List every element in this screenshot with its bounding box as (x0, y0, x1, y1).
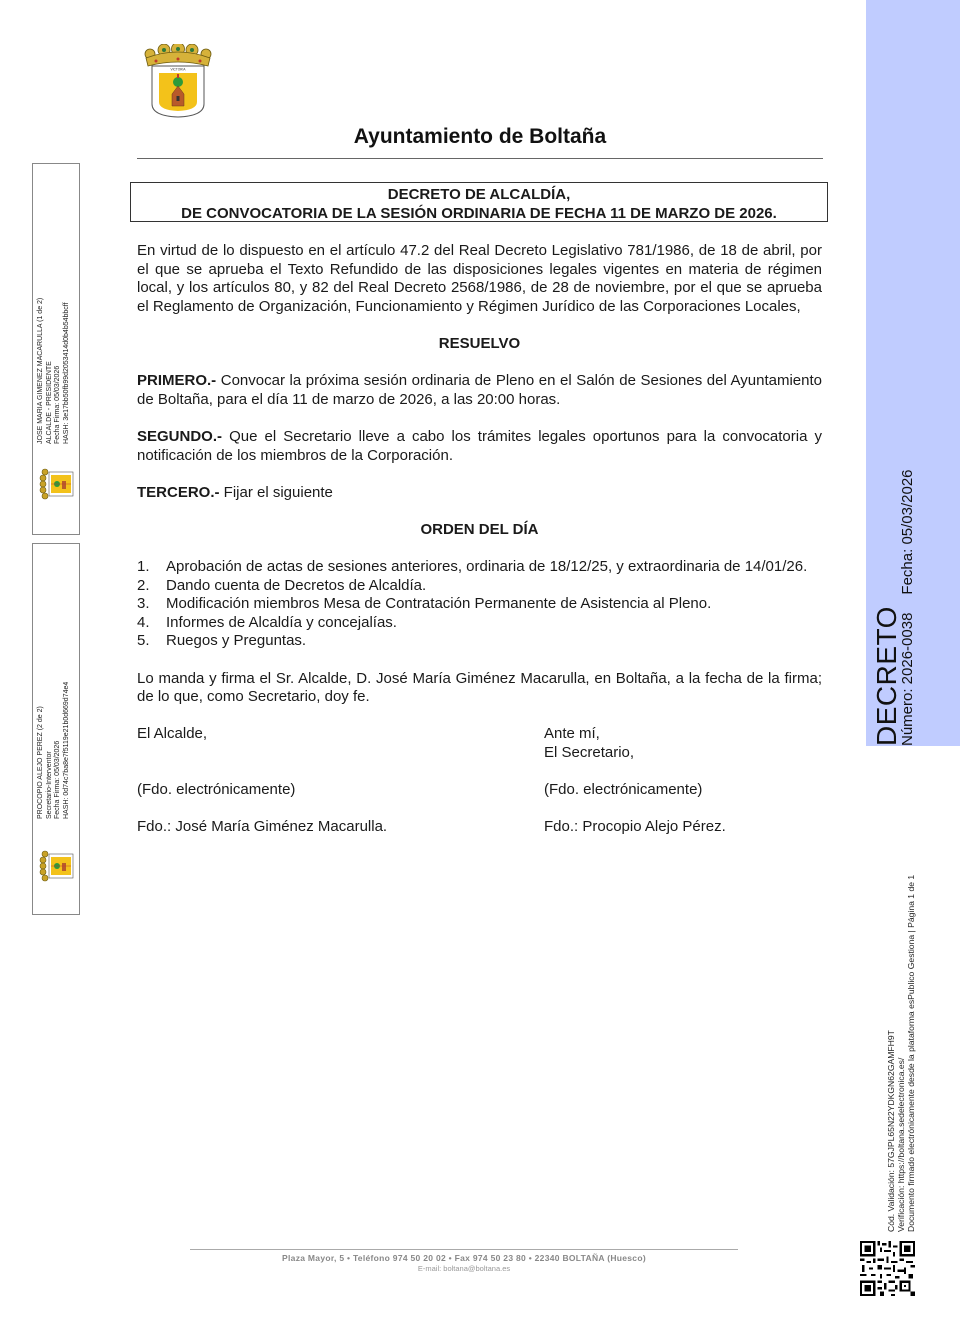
tercero-label: TERCERO.- (137, 483, 220, 501)
alcalde-role: El Alcalde, (137, 725, 208, 743)
verification-url[interactable]: Verificación: https://boltana.sedelectronica.es/ (896, 1057, 906, 1232)
decree-title-box (130, 182, 828, 222)
signer-role: Secretario-Interventor (45, 751, 53, 819)
signer-date: Fecha Firma: 05/03/2026 (54, 365, 61, 444)
agenda-item: 5. Ruegos y Preguntas. (137, 632, 307, 650)
org-title: Ayuntamiento de Boltaña (353, 125, 607, 148)
orden-del-dia-heading: ORDEN DEL DÍA (420, 520, 539, 538)
decree-title-line2: DE CONVOCATORIA DE LA SESIÓN ORDINARIA DE FECHA 11 DE MARZO DE 2026. (181, 205, 777, 222)
orden-del-dia-list (137, 558, 822, 651)
decree-title-line1: DECRETO DE ALCALDÍA, (387, 186, 571, 203)
primero-paragraph (137, 372, 822, 409)
alcalde-signed: (Fdo. electrónicamente) (137, 781, 296, 799)
tercero-text: Fijar el siguiente (219, 483, 333, 501)
signer-hash: HASH: 0d74c7ba8e7f5119e21b0d669d74e4 (62, 681, 70, 819)
signed-note: Documento firmado electrónicamente desde la plataforma esPublico Gestiona | Página 1 de 1 (906, 874, 916, 1232)
segundo-label: SEGUNDO.- (137, 427, 223, 445)
signature-text (37, 298, 71, 444)
signature-secretario (544, 725, 822, 837)
intro-paragraph: En virtud de lo dispuesto en el artículo 47.2 del Real Decreto Legislativo 781/1986, de 18 de abril, por el que se aprueba el Texto Refundido de las disposiciones legales vigentes en materia de régimen local, y los artículos 80, y 82 del Real Decreto 2568/1986, de 28 de noviembre, por el que se aprueba el Reglamento de Organización, Funcionamiento y Régimen Jurídico de las Corporaciones Locales, (137, 242, 822, 315)
closing-paragraph: Lo manda y firma el Sr. Alcalde, D. José María Giménez Macarulla, en Boltaña, a la fecha de la firma; de lo que, como Secretario, doy fe. (137, 669, 822, 706)
signer-name: PROCOPIO ALEJO PEREZ (2 de 2) (37, 706, 44, 819)
secretario-signed: (Fdo. electrónicamente) (544, 781, 703, 799)
segundo-text: Que el Secretario lleve a cabo los trámites legales oportunos para la convocatoria y notificación de los miembros de la Corporación. (137, 427, 822, 464)
decreto-date: Fecha: 05/03/2026 (899, 469, 916, 595)
segundo-paragraph (137, 428, 822, 465)
resuelvo-heading: RESUELVO (438, 334, 521, 352)
decree-body (137, 242, 822, 837)
signer-name: JOSE MARIA GIMENEZ MACARULLA (1 de 2) (37, 297, 44, 444)
secretario-name: Fdo.: Procopio Alejo Pérez. (544, 818, 726, 836)
decreto-stamp-meta-wrap (899, 469, 960, 764)
coat-of-arms-logo-icon (142, 44, 214, 118)
signature-alcalde (137, 725, 544, 837)
decreto-stamp-meta (899, 451, 917, 746)
coat-of-arms-small-icon (39, 466, 75, 502)
agenda-item: 1. Aprobación de actas de sesiones anteriores, ordinaria de 18/12/25, y extraordinaria de 14/01/26. (137, 558, 808, 576)
tercero-paragraph (137, 484, 822, 503)
signature-columns (137, 725, 822, 837)
svg-text:VICTORIA: VICTORIA (170, 67, 186, 72)
secretario-pre: Ante mí, (544, 725, 600, 743)
coat-of-arms-small-icon (39, 848, 75, 884)
header-divider (137, 158, 823, 159)
footer-email[interactable]: E-mail: boltana@boltana.es (417, 1264, 511, 1273)
signature-box-alcalde (32, 163, 80, 535)
primero-label: PRIMERO.- (137, 372, 217, 390)
secretario-role: El Secretario, (544, 744, 635, 762)
alcalde-name: Fdo.: José María Giménez Macarulla. (137, 818, 388, 836)
footer-address: Plaza Mayor, 5 • Teléfono 974 50 20 02 • Fax 974 50 23 80 • 22340 BOLTAÑA (Huesco) (282, 1253, 646, 1263)
agenda-item: 2. Dando cuenta de Decretos de Alcaldía. (137, 576, 427, 594)
signer-date: Fecha Firma: 05/03/2026 (54, 740, 61, 819)
signer-hash: HASH: 3e17bb50fb99d2053414d0b4b54bbcff (62, 302, 70, 444)
agenda-item: 4. Informes de Alcaldía y concejalías. (137, 613, 397, 631)
primero-text: Convocar la próxima sesión ordinaria de Pleno en el Salón de Sesiones del Ayuntamiento de Boltaña, para el día 11 de marzo de 2026, a las 20:00 horas. (137, 372, 822, 408)
validation-code: Cód. Validación: 57GJPL65N22YDKGN62GAMFH9T (886, 1030, 896, 1232)
signature-box-secretario (32, 543, 80, 915)
decreto-stamp-title: DECRETO (871, 606, 902, 746)
signature-text (37, 682, 71, 819)
signer-role: ALCALDE - PRESIDENTE (45, 361, 53, 444)
decreto-number: Número: 2026-0038 (899, 612, 916, 746)
qr-code-icon (860, 1241, 915, 1296)
agenda-item: 3. Modificación miembros Mesa de Contratación Permanente de Asistencia al Pleno. (137, 595, 712, 613)
validation-info (886, 875, 916, 1232)
footer-divider (190, 1249, 738, 1250)
